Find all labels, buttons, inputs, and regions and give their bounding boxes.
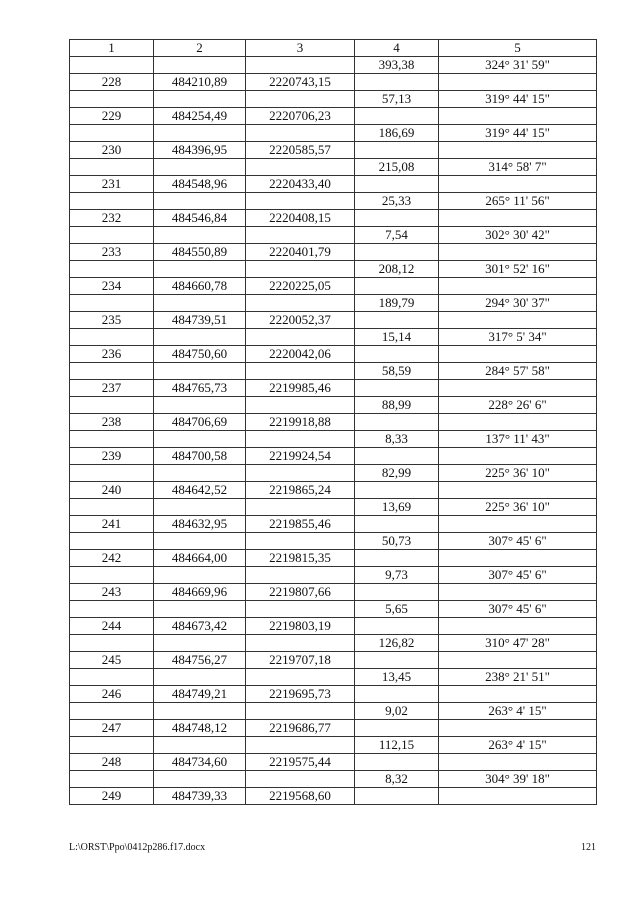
table-cell-col4 [355, 584, 439, 601]
table-cell-col2 [154, 669, 246, 686]
table-cell-col1: 245 [70, 652, 154, 669]
table-cell-col1 [70, 465, 154, 482]
table-cell-col2 [154, 91, 246, 108]
table-cell-col3: 2220433,40 [246, 176, 355, 193]
table-cell-col1: 234 [70, 278, 154, 295]
table-cell-col1: 249 [70, 788, 154, 805]
table-cell-col2 [154, 635, 246, 652]
table-cell-col5: 228° 26' 6" [439, 397, 597, 414]
table-row [70, 788, 597, 805]
table-cell-col3 [246, 737, 355, 754]
table-cell-col5: 319° 44' 15" [439, 125, 597, 142]
table-cell-col1: 229 [70, 108, 154, 125]
table-cell-col5: 137° 11' 43" [439, 431, 597, 448]
table-cell-col5: 302° 30' 42" [439, 227, 597, 244]
table-cell-col3 [246, 431, 355, 448]
table-cell-col1 [70, 329, 154, 346]
table-cell-col2: 484706,69 [154, 414, 246, 431]
table-cell-col4 [355, 380, 439, 397]
table-cell-col4: 112,15 [355, 737, 439, 754]
table-cell-col4: 5,65 [355, 601, 439, 618]
table-cell-col3: 2220408,15 [246, 210, 355, 227]
table-cell-col3 [246, 295, 355, 312]
table-row [70, 244, 597, 261]
footer-page-number: 121 [581, 842, 596, 853]
table-cell-col2 [154, 601, 246, 618]
table-cell-col1 [70, 635, 154, 652]
table-cell-col3 [246, 669, 355, 686]
table-cell-col2: 484396,95 [154, 142, 246, 159]
table-cell-col1 [70, 669, 154, 686]
table-cell-col4 [355, 74, 439, 91]
table-cell-col5: 307° 45' 6" [439, 601, 597, 618]
header-row [70, 40, 597, 57]
table-cell-col3: 2219807,66 [246, 584, 355, 601]
table-cell-col1 [70, 533, 154, 550]
table-cell-col2: 484700,58 [154, 448, 246, 465]
table-cell-col2 [154, 125, 246, 142]
table-cell-col4: 215,08 [355, 159, 439, 176]
table-cell-col5: 294° 30' 37" [439, 295, 597, 312]
table-cell-col4 [355, 618, 439, 635]
table-cell-col1: 233 [70, 244, 154, 261]
table-cell-col4: 8,33 [355, 431, 439, 448]
table-row [70, 482, 597, 499]
table-cell-col4 [355, 176, 439, 193]
table-cell-col2 [154, 703, 246, 720]
table-cell-col1: 232 [70, 210, 154, 227]
table-row [70, 176, 597, 193]
table-row [70, 295, 597, 312]
table-cell-col5 [439, 618, 597, 635]
table-cell-col1 [70, 703, 154, 720]
table-cell-col4: 208,12 [355, 261, 439, 278]
table-cell-col2 [154, 57, 246, 74]
table-cell-col4: 186,69 [355, 125, 439, 142]
table-cell-col2 [154, 159, 246, 176]
table-cell-col1 [70, 397, 154, 414]
table-row [70, 686, 597, 703]
table-cell-col5 [439, 176, 597, 193]
table-cell-col2: 484642,52 [154, 482, 246, 499]
table-cell-col1: 242 [70, 550, 154, 567]
table-cell-col1: 236 [70, 346, 154, 363]
table-cell-col4 [355, 448, 439, 465]
table-cell-col4: 9,73 [355, 567, 439, 584]
table-cell-col3 [246, 159, 355, 176]
table-cell-col2: 484748,12 [154, 720, 246, 737]
table-cell-col5 [439, 312, 597, 329]
table-cell-col2 [154, 397, 246, 414]
table-cell-col5 [439, 754, 597, 771]
table-cell-col5: 225° 36' 10" [439, 499, 597, 516]
table-cell-col5 [439, 142, 597, 159]
table-cell-col2: 484749,21 [154, 686, 246, 703]
table-cell-col5: 319° 44' 15" [439, 91, 597, 108]
table-row [70, 567, 597, 584]
table-cell-col3: 2219575,44 [246, 754, 355, 771]
table-cell-col5 [439, 652, 597, 669]
table-cell-col1 [70, 431, 154, 448]
table-cell-col2: 484546,84 [154, 210, 246, 227]
table-cell-col1: 228 [70, 74, 154, 91]
table-cell-col3 [246, 499, 355, 516]
table-cell-col1 [70, 125, 154, 142]
table-cell-col5: 265° 11' 56" [439, 193, 597, 210]
table-row [70, 431, 597, 448]
table-cell-col2 [154, 465, 246, 482]
table-cell-col4: 189,79 [355, 295, 439, 312]
table-cell-col2: 484548,96 [154, 176, 246, 193]
table-row [70, 550, 597, 567]
table-cell-col5 [439, 686, 597, 703]
table-row [70, 193, 597, 210]
table-cell-col3: 2220706,23 [246, 108, 355, 125]
table-body [70, 40, 597, 805]
table-cell-col4: 50,73 [355, 533, 439, 550]
table-row [70, 414, 597, 431]
table-cell-col4 [355, 244, 439, 261]
table-cell-col1: 244 [70, 618, 154, 635]
table-cell-col2 [154, 329, 246, 346]
table-cell-col5 [439, 278, 597, 295]
table-cell-col3: 2220585,57 [246, 142, 355, 159]
table-cell-col3: 2219865,24 [246, 482, 355, 499]
table-cell-col5 [439, 414, 597, 431]
table-cell-col3: 2219918,88 [246, 414, 355, 431]
table-cell-col1: 235 [70, 312, 154, 329]
table-cell-col1 [70, 91, 154, 108]
table-cell-col3: 2219855,46 [246, 516, 355, 533]
table-cell-col1 [70, 567, 154, 584]
table-cell-col3: 2220042,06 [246, 346, 355, 363]
table-cell-col4: 8,32 [355, 771, 439, 788]
table-cell-col1: 238 [70, 414, 154, 431]
table-cell-col4 [355, 686, 439, 703]
table-cell-col1 [70, 737, 154, 754]
table-cell-col4: 13,45 [355, 669, 439, 686]
table-cell-col5 [439, 516, 597, 533]
table-cell-col1 [70, 295, 154, 312]
table-cell-col2 [154, 737, 246, 754]
table-cell-col3: 2220743,15 [246, 74, 355, 91]
table-row [70, 346, 597, 363]
table-row [70, 533, 597, 550]
table-cell-col3 [246, 329, 355, 346]
table-row [70, 363, 597, 380]
table-cell-col2: 484673,42 [154, 618, 246, 635]
table-cell-col1 [70, 771, 154, 788]
table-cell-col2 [154, 431, 246, 448]
table-cell-col5 [439, 550, 597, 567]
table-cell-col1: 248 [70, 754, 154, 771]
table-cell-col2 [154, 363, 246, 380]
table-cell-col3 [246, 261, 355, 278]
table-cell-col2 [154, 771, 246, 788]
table-cell-col5 [439, 346, 597, 363]
table-cell-col1 [70, 601, 154, 618]
table-cell-col3 [246, 227, 355, 244]
table-cell-col3 [246, 193, 355, 210]
header-cell-4: 4 [355, 40, 439, 57]
table-cell-col1 [70, 159, 154, 176]
table-cell-col5 [439, 584, 597, 601]
table-cell-col3: 2219803,19 [246, 618, 355, 635]
table-cell-col3: 2219924,54 [246, 448, 355, 465]
table-row [70, 312, 597, 329]
table-cell-col5: 324° 31' 59" [439, 57, 597, 74]
table-row [70, 142, 597, 159]
table-row [70, 601, 597, 618]
table-cell-col2: 484750,60 [154, 346, 246, 363]
table-cell-col4 [355, 312, 439, 329]
table-cell-col5: 310° 47' 28" [439, 635, 597, 652]
table-cell-col2: 484664,00 [154, 550, 246, 567]
table-cell-col1 [70, 57, 154, 74]
table-row [70, 635, 597, 652]
table-cell-col2: 484669,96 [154, 584, 246, 601]
table-cell-col1 [70, 193, 154, 210]
table-cell-col1 [70, 363, 154, 380]
table-cell-col4 [355, 346, 439, 363]
table-cell-col4 [355, 550, 439, 567]
table-row [70, 652, 597, 669]
header-cell-2: 2 [154, 40, 246, 57]
table-cell-col3 [246, 125, 355, 142]
table-cell-col2: 484550,89 [154, 244, 246, 261]
table-cell-col2 [154, 567, 246, 584]
table-cell-col1: 237 [70, 380, 154, 397]
table-cell-col3: 2219695,73 [246, 686, 355, 703]
table-cell-col4 [355, 142, 439, 159]
table-cell-col4 [355, 414, 439, 431]
table-cell-col4 [355, 278, 439, 295]
table-row [70, 108, 597, 125]
table-cell-col5 [439, 788, 597, 805]
table-cell-col3 [246, 91, 355, 108]
table-cell-col5 [439, 720, 597, 737]
header-cell-3: 3 [246, 40, 355, 57]
table-cell-col4 [355, 516, 439, 533]
table-cell-col5: 263° 4' 15" [439, 737, 597, 754]
table-row [70, 261, 597, 278]
table-cell-col4 [355, 210, 439, 227]
table-cell-col2: 484739,51 [154, 312, 246, 329]
table-row [70, 720, 597, 737]
table-cell-col3: 2220401,79 [246, 244, 355, 261]
table-cell-col5: 317° 5' 34" [439, 329, 597, 346]
table-cell-col1 [70, 261, 154, 278]
table-row [70, 57, 597, 74]
table-cell-col2: 484632,95 [154, 516, 246, 533]
table-cell-col5 [439, 380, 597, 397]
table-cell-col1: 247 [70, 720, 154, 737]
table-row [70, 737, 597, 754]
table-cell-col4: 9,02 [355, 703, 439, 720]
table-row [70, 754, 597, 771]
table-row [70, 329, 597, 346]
table-cell-col2: 484660,78 [154, 278, 246, 295]
table-cell-col2 [154, 499, 246, 516]
table-cell-col3 [246, 635, 355, 652]
table-cell-col5: 314° 58' 7" [439, 159, 597, 176]
table-cell-col3 [246, 567, 355, 584]
table-row [70, 584, 597, 601]
table-cell-col3: 2219985,46 [246, 380, 355, 397]
table-cell-col5 [439, 210, 597, 227]
table-row [70, 516, 597, 533]
table-cell-col4 [355, 720, 439, 737]
table-cell-col2: 484734,60 [154, 754, 246, 771]
table-cell-col5 [439, 108, 597, 125]
table-cell-col3 [246, 57, 355, 74]
table-cell-col1 [70, 499, 154, 516]
table-cell-col3: 2219707,18 [246, 652, 355, 669]
table-cell-col3: 2219815,35 [246, 550, 355, 567]
table-row [70, 703, 597, 720]
table-row [70, 91, 597, 108]
table-cell-col5: 307° 45' 6" [439, 567, 597, 584]
coordinates-table [69, 39, 597, 805]
table-cell-col1: 231 [70, 176, 154, 193]
table-cell-col4: 58,59 [355, 363, 439, 380]
table-cell-col3 [246, 465, 355, 482]
table-row [70, 448, 597, 465]
table-cell-col3: 2220052,37 [246, 312, 355, 329]
table-row [70, 278, 597, 295]
table-cell-col2: 484210,89 [154, 74, 246, 91]
table-cell-col2 [154, 533, 246, 550]
table-cell-col1: 230 [70, 142, 154, 159]
table-cell-col2 [154, 295, 246, 312]
table-cell-col3 [246, 363, 355, 380]
table-row [70, 771, 597, 788]
table-cell-col5 [439, 74, 597, 91]
table-cell-col3 [246, 601, 355, 618]
header-cell-1: 1 [70, 40, 154, 57]
table-row [70, 125, 597, 142]
table-cell-col4: 7,54 [355, 227, 439, 244]
table-row [70, 669, 597, 686]
footer-file-path: L:\ORST\Ppo\0412p286.f17.docx [69, 842, 206, 853]
table-cell-col5 [439, 448, 597, 465]
table-cell-col2 [154, 261, 246, 278]
table-cell-col4: 15,14 [355, 329, 439, 346]
table-row [70, 159, 597, 176]
table-cell-col1: 241 [70, 516, 154, 533]
table-cell-col2 [154, 193, 246, 210]
table-cell-col4 [355, 108, 439, 125]
table-cell-col1: 239 [70, 448, 154, 465]
table-row [70, 499, 597, 516]
table-cell-col3 [246, 703, 355, 720]
table-cell-col2 [154, 227, 246, 244]
table-row [70, 227, 597, 244]
table-cell-col2: 484756,27 [154, 652, 246, 669]
table-cell-col4: 82,99 [355, 465, 439, 482]
table-cell-col5: 304° 39' 18" [439, 771, 597, 788]
table-cell-col5: 263° 4' 15" [439, 703, 597, 720]
table-cell-col5: 225° 36' 10" [439, 465, 597, 482]
table-cell-col3: 2220225,05 [246, 278, 355, 295]
table-cell-col4: 126,82 [355, 635, 439, 652]
table-row [70, 618, 597, 635]
table-cell-col4: 57,13 [355, 91, 439, 108]
table-cell-col4: 88,99 [355, 397, 439, 414]
table-cell-col5 [439, 244, 597, 261]
table-cell-col3 [246, 397, 355, 414]
table-row [70, 397, 597, 414]
table-cell-col4: 25,33 [355, 193, 439, 210]
table-row [70, 74, 597, 91]
table-cell-col4: 393,38 [355, 57, 439, 74]
table-cell-col4 [355, 482, 439, 499]
table-cell-col2: 484739,33 [154, 788, 246, 805]
table-cell-col4: 13,69 [355, 499, 439, 516]
table-cell-col1: 246 [70, 686, 154, 703]
table-cell-col3: 2219686,77 [246, 720, 355, 737]
header-cell-5: 5 [439, 40, 597, 57]
table-cell-col5: 238° 21' 51" [439, 669, 597, 686]
table-cell-col5 [439, 482, 597, 499]
table-cell-col2: 484765,73 [154, 380, 246, 397]
table-cell-col2: 484254,49 [154, 108, 246, 125]
table-cell-col4 [355, 754, 439, 771]
table-cell-col3: 2219568,60 [246, 788, 355, 805]
table-row [70, 380, 597, 397]
table-cell-col4 [355, 652, 439, 669]
table-cell-col3 [246, 533, 355, 550]
table-cell-col5: 307° 45' 6" [439, 533, 597, 550]
table-cell-col3 [246, 771, 355, 788]
table-row [70, 210, 597, 227]
table-cell-col5: 284° 57' 58" [439, 363, 597, 380]
table-cell-col1 [70, 227, 154, 244]
table-cell-col1: 243 [70, 584, 154, 601]
table-cell-col1: 240 [70, 482, 154, 499]
table-row [70, 465, 597, 482]
table-cell-col4 [355, 788, 439, 805]
table-cell-col5: 301° 52' 16" [439, 261, 597, 278]
